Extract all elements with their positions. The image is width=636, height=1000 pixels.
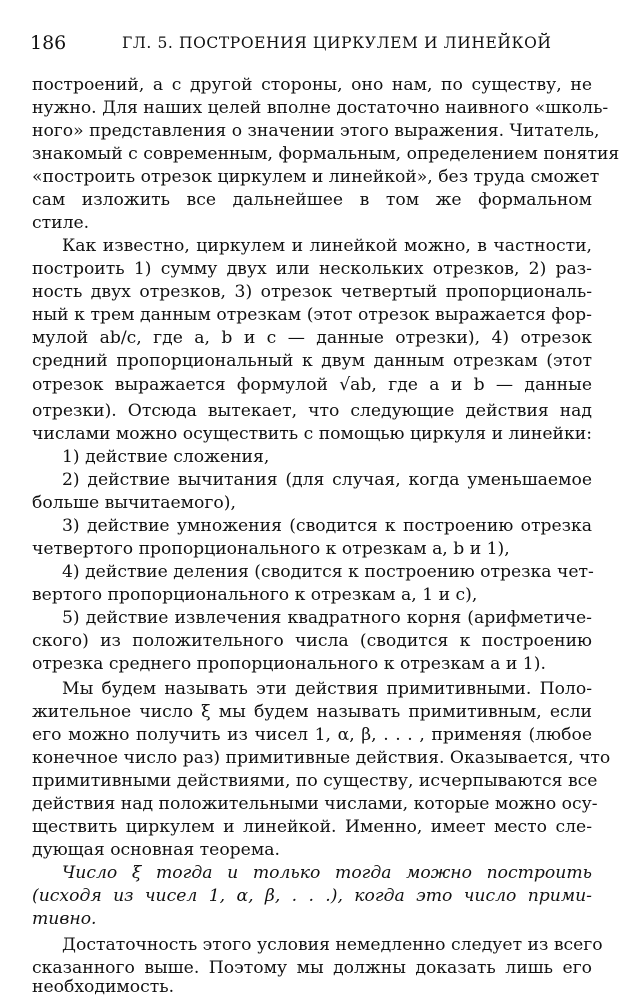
text-line: жительное число ξ мы будем называть примитивным, если: [32, 702, 592, 722]
text-line: нужно. Для наших целей вполне достаточно наивного «школь-: [32, 98, 609, 118]
text-line: ществить циркулем и линейкой. Именно, имеет место сле-: [32, 817, 592, 837]
text-line: средний пропорциональный к двум данным отрезкам (этот: [32, 351, 592, 371]
text-line: сказанного выше. Поэтому мы должны доказать лишь его: [32, 958, 592, 978]
text-line: мулой ab/c, где a, b и c — данные отрезки), 4) отрезок: [32, 328, 592, 348]
text-line: больше вычитаемого),: [32, 493, 236, 513]
page-number: 186: [30, 32, 67, 54]
text-line: отрезок выражается формулой √ab, где a и b — данные: [32, 375, 592, 395]
list-item: 2) действие вычитания (для случая, когда уменьшаемое: [62, 470, 592, 490]
list-item: 3) действие умножения (сводится к построению отрезка: [62, 516, 592, 536]
text-line: ный к трем данным отрезкам (этот отрезок выражается фор-: [32, 305, 592, 325]
text-line: построений, а с другой стороны, оно нам, по существу, не: [32, 75, 592, 95]
text-line: знакомый с современным, формальным, определением понятия: [32, 144, 620, 164]
text-line: отрезки). Отсюда вытекает, что следующие действия над: [32, 401, 592, 421]
theorem-line: тивно.: [32, 909, 97, 929]
text-line: четвертого пропорционального к отрезкам a, b и 1),: [32, 539, 510, 559]
text-line: Достаточность этого условия немедленно следует из всего: [62, 935, 603, 955]
text-line: дующая основная теорема.: [32, 840, 280, 860]
text-line: конечное число раз) примитивные действия. Оказывается, что: [32, 748, 611, 768]
text-line: вертого пропорционального к отрезкам a, 1 и c),: [32, 585, 478, 605]
list-item: 1) действие сложения,: [62, 447, 270, 467]
text-line: его можно получить из чисел 1, α, β, . . . , применяя (любое: [32, 725, 592, 745]
text-line: ского) из положительного числа (сводится к построению: [32, 631, 592, 651]
list-item: 5) действие извлечения квадратного корня (арифметиче-: [62, 608, 592, 628]
theorem-line: (исходя из чисел 1, α, β, . . .), когда это число прими-: [32, 886, 592, 906]
list-item: 4) действие деления (сводится к построению отрезка чет-: [62, 562, 594, 582]
text-line: числами можно осуществить с помощью циркуля и линейки:: [32, 424, 592, 444]
text-line: Мы будем называть эти действия примитивными. Поло-: [62, 679, 592, 699]
running-head: ГЛ. 5. ПОСТРОЕНИЯ ЦИРКУЛЕМ И ЛИНЕЙКОЙ: [122, 34, 552, 52]
text-line: примитивными действиями, по существу, исчерпываются все: [32, 771, 598, 791]
text-line: сам изложить все дальнейшее в том же формальном: [32, 190, 592, 210]
text-line: ного» представления о значении этого выражения. Читатель,: [32, 121, 600, 141]
text-line: построить 1) сумму двух или нескольких отрезков, 2) раз-: [32, 259, 592, 279]
text-line: Как известно, циркулем и линейкой можно, в частности,: [62, 236, 592, 256]
text-line: стиле.: [32, 213, 90, 233]
text-line: ность двух отрезков, 3) отрезок четвертый пропорциональ-: [32, 282, 592, 302]
page-header: [30, 32, 606, 60]
theorem-line: Число ξ тогда и только тогда можно построить: [62, 863, 592, 883]
text-line: действия над положительными числами, которые можно осу-: [32, 794, 598, 814]
text-line: «построить отрезок циркулем и линейкой», без труда сможет: [32, 167, 600, 187]
text-line: необходимость.: [32, 977, 175, 997]
text-line: отрезка среднего пропорционального к отрезкам a и 1).: [32, 654, 546, 674]
